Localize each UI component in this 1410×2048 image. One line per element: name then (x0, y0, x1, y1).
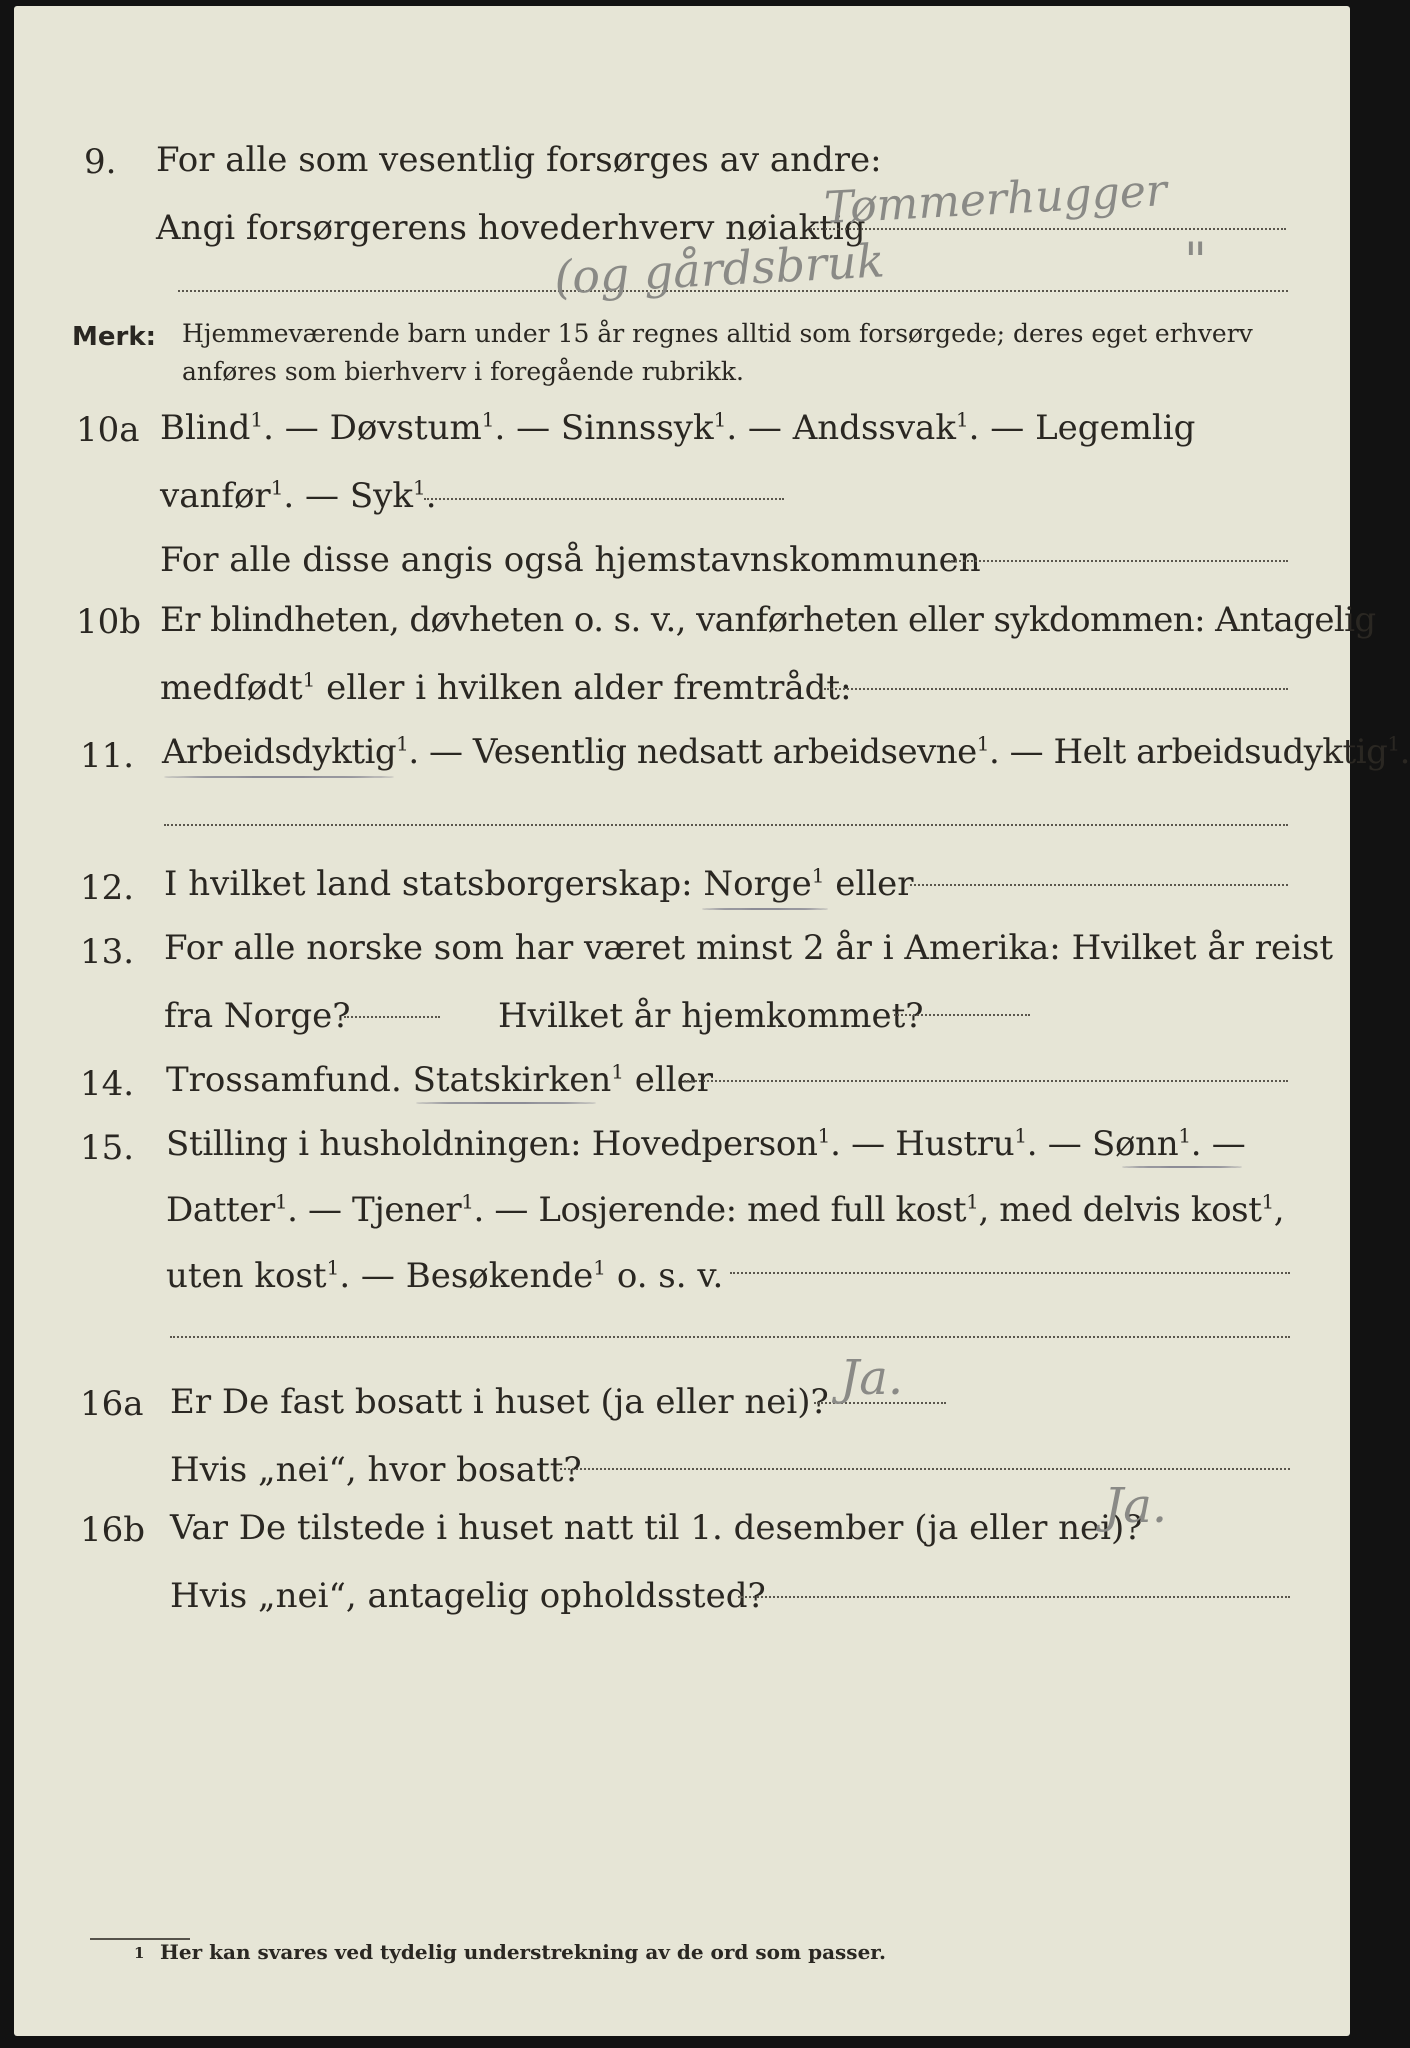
q10a-fill-line-1 (424, 498, 784, 500)
q15-fill-line-1 (730, 1272, 1290, 1274)
q9-line2: Angi forsørgerens hovederhverv nøiaktig (156, 208, 866, 248)
q10a-line3: For alle disse angis også hjemstavnskommunen (160, 540, 981, 580)
q14-line (166, 1060, 713, 1100)
footnote-ref: 1 (412, 475, 426, 500)
q11-fill-line (164, 824, 1288, 826)
q13-number: 13. (80, 932, 135, 972)
footnote-ref: 1 (461, 1189, 474, 1214)
q13-line2b: Hvilket år hjemkommet? (498, 996, 924, 1036)
q9-handwriting-ditto: " (1184, 232, 1207, 290)
q15-line3 (166, 1256, 723, 1296)
q10a-fill-line-2 (948, 560, 1288, 562)
merk-line1: Hjemmeværende barn under 15 år regnes alltid som forsørgede; deres eget erhverv (182, 319, 1253, 348)
option-syk: . — Syk (283, 476, 413, 516)
option-sonn: Sønn (1091, 1124, 1179, 1164)
option-eller: eller (824, 864, 914, 904)
q12-number: 12. (80, 868, 135, 908)
q15-line2 (166, 1190, 1284, 1230)
footnote-ref: 1 (811, 863, 825, 888)
q10b-number: 10b (76, 602, 142, 642)
q9-number: 9. (84, 142, 117, 182)
footnote-ref: 1 (250, 407, 264, 432)
merk-label: Merk: (72, 322, 157, 352)
q10b-fill-line (824, 688, 1288, 690)
option-delvis-kost: , med delvis kost (978, 1190, 1262, 1230)
footnote-ref: 1 (817, 1123, 831, 1148)
q13-line1: For alle norske som har været minst 2 år i Amerika: Hvilket år reist (164, 928, 1334, 968)
option-legemlig: . — Legemlig (968, 408, 1196, 448)
q13-line2a: fra Norge? (164, 996, 351, 1036)
q11-line (162, 732, 1410, 772)
option-vanfor: vanfør (160, 476, 271, 516)
footnote-ref: 1 (1014, 1123, 1027, 1148)
q15-underline-mark (1122, 1166, 1242, 1168)
q13-fill-line-2 (894, 1014, 1030, 1016)
footnote-ref: 1 (481, 407, 495, 432)
q16b-line1: Var De tilstede i huset natt til 1. desember (ja eller nei)? (170, 1508, 1143, 1548)
option-full-kost: . — Losjerende: med full kost (473, 1190, 967, 1230)
q13-fill-line-1 (344, 1016, 440, 1018)
q14-number: 14. (80, 1064, 135, 1104)
q15-number: 15. (80, 1128, 135, 1168)
option-datter: Datter (166, 1190, 275, 1230)
option-tjener: . — Tjener (287, 1190, 462, 1230)
q10a-line2 (160, 476, 437, 516)
q9-handwriting-secondary: (og gårdsbruk (552, 233, 886, 305)
footnote-ref: 1 (611, 1059, 624, 1084)
footnote-ref: 1 (326, 1255, 340, 1280)
footnote-ref: 1 (713, 407, 727, 432)
option-andssvak: . — Andssvak (726, 408, 956, 448)
option-medfodt: medfødt (160, 668, 303, 708)
merk-line2: anføres som bierhverv i foregående rubrikk. (182, 357, 744, 386)
option-hustru: . — Hustru (830, 1124, 1015, 1164)
footnote-ref: 1 (1261, 1189, 1274, 1214)
q16a-handwriting-answer: Ja. (840, 1350, 904, 1406)
q16b-line2: Hvis „nei“, antagelig opholdssted? (170, 1576, 766, 1616)
footnote-marker: 1 (134, 1944, 145, 1962)
q15-etc: o. s. v. (606, 1256, 724, 1296)
q16a-line2: Hvis „nei“, hvor bosatt? (170, 1450, 582, 1490)
q12-line (164, 864, 914, 904)
q16a-fill-line-2 (560, 1468, 1290, 1470)
option-statskirken: Statskirken (412, 1060, 612, 1100)
q12-question-text: I hvilket land statsborgerskap: (164, 864, 693, 904)
footnote-ref: 1 (976, 731, 990, 756)
footnote-ref: 1 (1387, 731, 1400, 756)
option-arbeidsudyktig: . — Helt arbeidsudyktig (989, 732, 1388, 772)
option-norge: Norge (703, 864, 812, 904)
option-uten-kost: uten kost (166, 1256, 327, 1296)
q12-fill-line (910, 884, 1288, 886)
q11-underline-mark (164, 776, 394, 778)
option-hovedperson: Stilling i husholdningen: Hovedperson (166, 1124, 818, 1164)
footnote-ref: 1 (274, 1189, 288, 1214)
punctuation: . (1399, 732, 1410, 772)
option-eller: eller (624, 1060, 714, 1100)
census-form-page (14, 6, 1410, 2036)
punctuation: . (425, 476, 437, 516)
q16a-number: 16a (80, 1384, 144, 1424)
q11-number: 11. (80, 736, 135, 776)
q16b-number: 16b (80, 1510, 146, 1550)
footnote-ref: 1 (966, 1189, 979, 1214)
separator: . — (1026, 1124, 1092, 1164)
option-besokende: . — Besøkende (339, 1256, 594, 1296)
q10b-question-text: eller i hvilken alder fremtrådt: (315, 668, 852, 708)
q14-question-text: Trossamfund. (166, 1060, 402, 1100)
footnote-ref: 1 (270, 475, 284, 500)
footnote-ref: 1 (396, 731, 409, 756)
footnote-text: Her kan svares ved tydelig understrekning av de ord som passer. (160, 1940, 886, 1964)
q10b-line1: Er blindheten, døvheten o. s. v., vanførheten eller sykdommen: Antagelig (160, 600, 1376, 640)
separator: . — (1190, 1124, 1246, 1164)
q12-underline-mark (702, 908, 828, 910)
option-nedsatt: . — Vesentlig nedsatt arbeidsevne (408, 732, 977, 772)
q15-fill-line-2 (170, 1336, 1290, 1338)
option-arbeidsdyktig: Arbeidsdyktig (162, 732, 397, 772)
footnote-ref: 1 (1178, 1123, 1191, 1148)
option-blind: Blind (160, 408, 251, 448)
q16b-handwriting-answer: Ja. (1104, 1478, 1168, 1534)
q10a-line1 (160, 408, 1195, 448)
q9-line1: For alle som vesentlig forsørges av andre: (156, 140, 882, 180)
q10a-number: 10a (76, 410, 140, 450)
option-dovstum: . — Døvstum (263, 408, 482, 448)
q16a-line1: Er De fast bosatt i huset (ja eller nei)? (170, 1382, 829, 1422)
footnote-ref: 1 (593, 1255, 607, 1280)
option-sinnssyk: . — Sinnssyk (494, 408, 714, 448)
footnote-ref: 1 (302, 667, 316, 692)
punctuation: , (1273, 1190, 1285, 1230)
q10b-line2 (160, 668, 852, 708)
q9-handwriting-occupation: Tømmerhugger (822, 165, 1169, 234)
q14-fill-line (684, 1080, 1288, 1082)
footnote-ref: 1 (955, 407, 969, 432)
q14-underline-mark (416, 1102, 596, 1104)
q16b-fill-line (738, 1596, 1290, 1598)
q15-line1 (166, 1124, 1246, 1164)
